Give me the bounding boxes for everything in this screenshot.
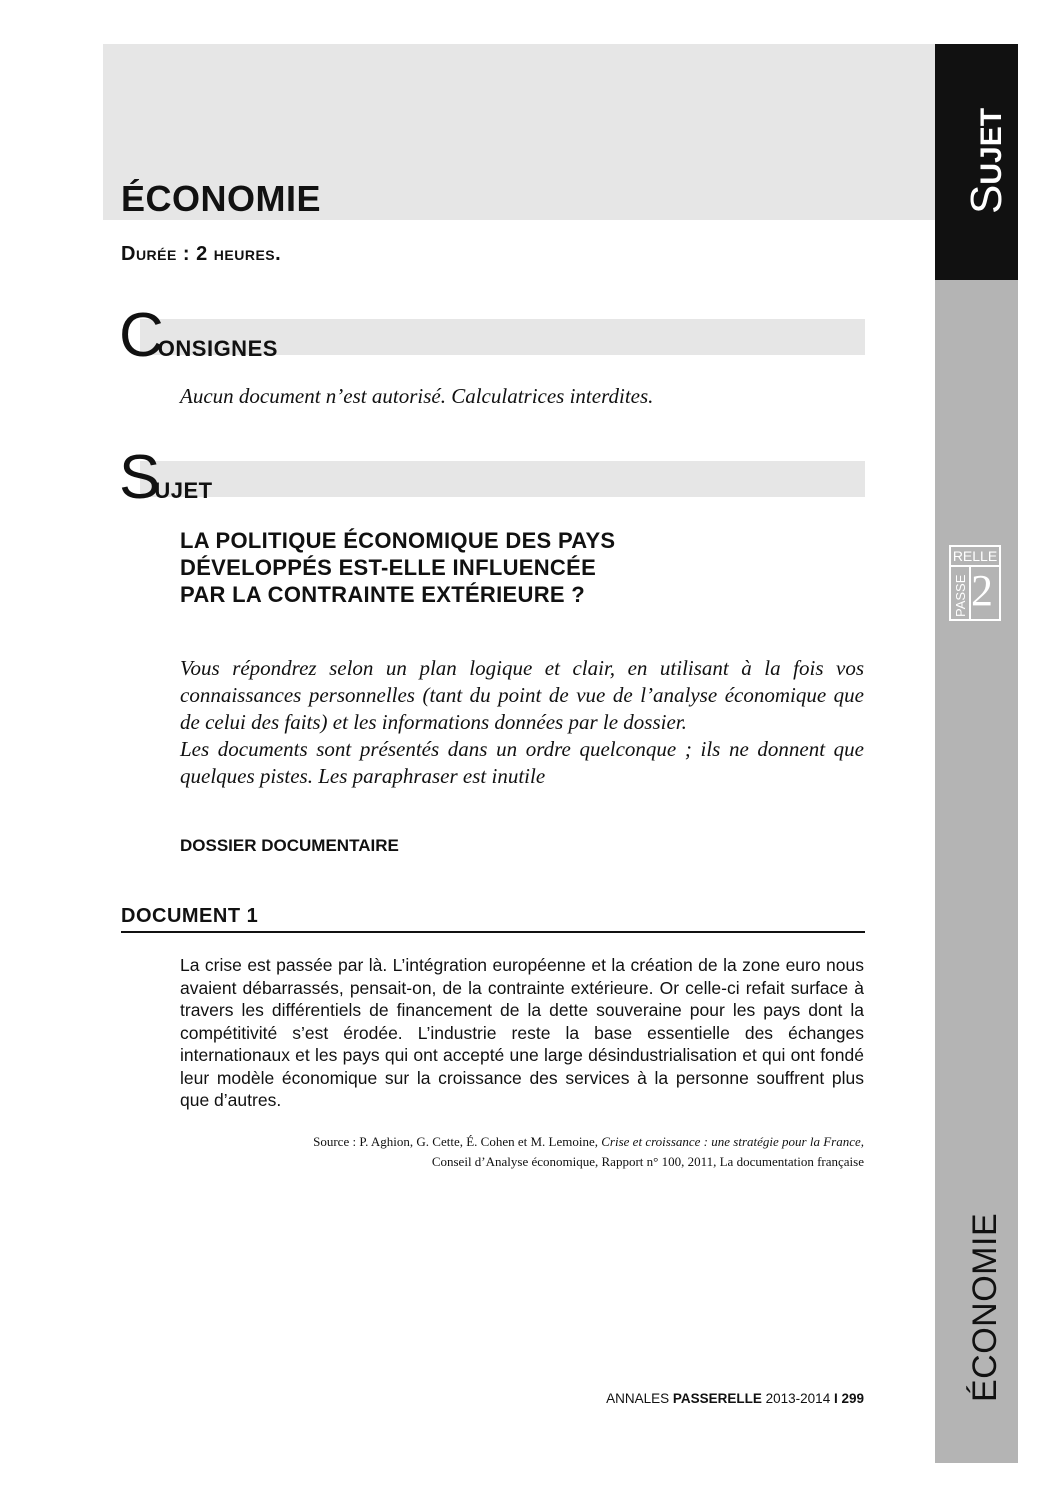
source-title: Crise et croissance : une stratégie pour la France, [601, 1134, 864, 1149]
document-1-source [180, 1132, 864, 1172]
page-footer [560, 1391, 864, 1406]
footer-page-number: I 299 [833, 1391, 864, 1406]
sidebar-economie-label: ÉCONOMIE [966, 1212, 1004, 1402]
consignes-rest: ONSIGNES [157, 336, 278, 361]
consignes-initial: C [119, 301, 164, 370]
subject-question [180, 527, 615, 608]
guidance-paragraph: Les documents sont présentés dans un ordre quelconque ; ils ne donnent que quelques pistes. Les paraphraser est inutile [180, 737, 864, 788]
footer-years: 2013-2014 [765, 1391, 831, 1406]
source-line-2: Conseil d’Analyse économique, Rapport n° 100, 2011, La documentation française [431, 1154, 864, 1169]
logo-side-box [951, 565, 971, 619]
consignes-heading [119, 301, 278, 370]
document-1-rule [121, 931, 865, 933]
guidance-paragraph: Vous répondrez selon un plan logique et clair, en utilisant à la fois vos connaissances personnelles (tant du point de vue de l’analyse économique que de celui des faits) et les informations données par le dossier. [180, 656, 864, 734]
sidebar-sujet-rest: UJET [975, 107, 1008, 185]
sujet-band [140, 461, 865, 497]
logo-side-text: PASSE [953, 574, 968, 617]
sidebar-sujet-label [962, 108, 1012, 214]
subject-guidance [180, 655, 864, 790]
document-1-title: DOCUMENT 1 [121, 905, 259, 927]
sidebar-sujet-initial: S [962, 184, 1011, 214]
logo-top-text: RELLE [951, 547, 999, 567]
exam-duration: Durée : 2 heures. [121, 243, 282, 265]
source-prefix: Source : P. Aghion, G. Cette, É. Cohen et M. Lemoine, [313, 1134, 599, 1149]
document-1-text: La crise est passée par là. L’intégration européenne et la création de la zone euro nous avaient débarrassés, pensait-on, de la contrainte extérieure. Or celle-ci refait surface à travers les différentiels de financement de la dette souveraine pour les pays dont la compétitivité s’est érodée. L’industrie reste la base essentielle des échanges internationaux et les pays qui ont accepté une large désindustrialisation et qui ont fondé leur modèle économique sur la croissance des services à la personne souffrent plus que d’autres. [180, 955, 864, 1110]
question-line: DÉVELOPPÉS EST-ELLE INFLUENCÉE [180, 555, 597, 580]
sujet-initial: S [119, 443, 161, 512]
logo-number: 2 [971, 566, 993, 615]
passerelle-logo [949, 545, 1001, 621]
footer-prefix: ANNALES [606, 1391, 670, 1406]
page-title: ÉCONOMIE [121, 178, 322, 219]
question-line: LA POLITIQUE ÉCONOMIQUE DES PAYS [180, 528, 616, 553]
question-line: PAR LA CONTRAINTE EXTÉRIEURE ? [180, 582, 586, 607]
sujet-rest: UJET [154, 478, 213, 503]
consignes-text: Aucun document n’est autorisé. Calculatrices interdites. [180, 384, 654, 408]
sujet-heading [119, 443, 213, 512]
footer-brand: PASSERELLE [672, 1391, 762, 1406]
dossier-label: DOSSIER DOCUMENTAIRE [180, 836, 399, 855]
